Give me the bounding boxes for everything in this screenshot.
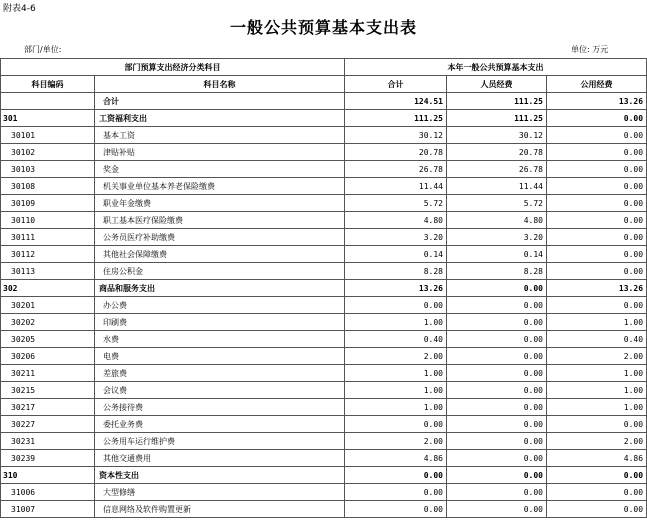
row-total: 30.12 — [345, 127, 447, 144]
row-code: 30215 — [1, 382, 95, 399]
row-code: 30201 — [1, 297, 95, 314]
row-total: 0.00 — [345, 484, 447, 501]
row-personnel: 0.00 — [447, 484, 547, 501]
row-total: 0.40 — [345, 331, 447, 348]
table-row — [1, 467, 647, 484]
row-personnel: 0.00 — [447, 399, 547, 416]
row-name: 住房公积金 — [95, 263, 345, 280]
row-personnel: 0.00 — [447, 467, 547, 484]
row-code: 30112 — [1, 246, 95, 263]
row-public: 13.26 — [547, 93, 647, 110]
row-code: 30239 — [1, 450, 95, 467]
table-row — [1, 433, 647, 450]
row-code: 30111 — [1, 229, 95, 246]
row-name: 电费 — [95, 348, 345, 365]
row-total: 0.00 — [345, 501, 447, 518]
row-public: 0.00 — [547, 416, 647, 433]
row-name: 合计 — [95, 93, 345, 110]
attachment-label: 附表4-6 — [3, 4, 36, 14]
row-name: 办公费 — [95, 297, 345, 314]
row-name: 基本工资 — [95, 127, 345, 144]
row-total: 13.26 — [345, 280, 447, 297]
table-row — [1, 416, 647, 433]
table-row — [1, 314, 647, 331]
header-total: 合计 — [345, 76, 447, 93]
row-code: 310 — [1, 467, 95, 484]
row-personnel: 4.80 — [447, 212, 547, 229]
row-name: 津贴补贴 — [95, 144, 345, 161]
row-code: 30103 — [1, 161, 95, 178]
row-public: 1.00 — [547, 314, 647, 331]
row-code: 30202 — [1, 314, 95, 331]
row-personnel: 0.00 — [447, 348, 547, 365]
row-name: 公务接待费 — [95, 399, 345, 416]
row-personnel: 0.00 — [447, 365, 547, 382]
department-label: 部门/单位: — [24, 45, 62, 54]
row-name: 公务用车运行维护费 — [95, 433, 345, 450]
row-personnel: 3.20 — [447, 229, 547, 246]
row-name: 工资福利支出 — [95, 110, 345, 127]
row-total: 0.14 — [345, 246, 447, 263]
row-code: 30108 — [1, 178, 95, 195]
header-code: 科目编码 — [1, 76, 95, 93]
row-public: 0.00 — [547, 297, 647, 314]
expenditure-table — [0, 58, 647, 518]
table-row — [1, 331, 647, 348]
table-row — [1, 450, 647, 467]
row-public: 4.86 — [547, 450, 647, 467]
row-code: 31007 — [1, 501, 95, 518]
table-row — [1, 144, 647, 161]
table-header-group-row — [1, 59, 647, 76]
row-name: 商品和服务支出 — [95, 280, 345, 297]
row-name: 信息网络及软件购置更新 — [95, 501, 345, 518]
row-total: 26.78 — [345, 161, 447, 178]
row-public: 0.00 — [547, 246, 647, 263]
row-total: 8.28 — [345, 263, 447, 280]
row-personnel: 26.78 — [447, 161, 547, 178]
row-public: 1.00 — [547, 365, 647, 382]
row-personnel: 30.12 — [447, 127, 547, 144]
row-total: 4.80 — [345, 212, 447, 229]
table-header-row — [1, 76, 647, 93]
row-total: 1.00 — [345, 382, 447, 399]
row-personnel: 8.28 — [447, 263, 547, 280]
row-total: 1.00 — [345, 399, 447, 416]
row-code: 30113 — [1, 263, 95, 280]
header-group-right: 本年一般公共预算基本支出 — [345, 59, 647, 76]
row-public: 1.00 — [547, 382, 647, 399]
table-row — [1, 348, 647, 365]
row-total: 111.25 — [345, 110, 447, 127]
row-personnel: 111.25 — [447, 110, 547, 127]
row-personnel: 0.00 — [447, 331, 547, 348]
header-public: 公用经费 — [547, 76, 647, 93]
row-public: 0.00 — [547, 212, 647, 229]
row-total: 4.86 — [345, 450, 447, 467]
row-public: 1.00 — [547, 399, 647, 416]
row-public: 0.00 — [547, 110, 647, 127]
table-row — [1, 178, 647, 195]
row-name: 职业年金缴费 — [95, 195, 345, 212]
row-public: 0.00 — [547, 484, 647, 501]
row-name: 资本性支出 — [95, 467, 345, 484]
row-code: 30206 — [1, 348, 95, 365]
row-total: 124.51 — [345, 93, 447, 110]
row-public: 0.00 — [547, 195, 647, 212]
header-name: 科目名称 — [95, 76, 345, 93]
row-code: 30211 — [1, 365, 95, 382]
table-row — [1, 246, 647, 263]
row-total: 2.00 — [345, 348, 447, 365]
table-row — [1, 161, 647, 178]
row-public: 0.00 — [547, 161, 647, 178]
unit-label: 单位: 万元 — [571, 45, 609, 54]
row-code: 30110 — [1, 212, 95, 229]
row-personnel: 20.78 — [447, 144, 547, 161]
row-personnel: 0.00 — [447, 314, 547, 331]
row-code — [1, 93, 95, 110]
row-public: 2.00 — [547, 433, 647, 450]
row-public: 0.40 — [547, 331, 647, 348]
row-name: 其他交通费用 — [95, 450, 345, 467]
row-public: 0.00 — [547, 501, 647, 518]
row-public: 0.00 — [547, 127, 647, 144]
row-code: 30217 — [1, 399, 95, 416]
row-public: 0.00 — [547, 467, 647, 484]
row-personnel: 0.00 — [447, 280, 547, 297]
table-row — [1, 195, 647, 212]
row-personnel: 5.72 — [447, 195, 547, 212]
row-name: 差旅费 — [95, 365, 345, 382]
table-row — [1, 280, 647, 297]
row-total: 0.00 — [345, 467, 447, 484]
row-public: 0.00 — [547, 178, 647, 195]
table-row — [1, 297, 647, 314]
table-row — [1, 263, 647, 280]
page-title: 一般公共预算基本支出表 — [229, 18, 417, 37]
row-code: 30101 — [1, 127, 95, 144]
header-personnel: 人员经费 — [447, 76, 547, 93]
row-personnel: 0.14 — [447, 246, 547, 263]
row-personnel: 0.00 — [447, 382, 547, 399]
row-personnel: 0.00 — [447, 450, 547, 467]
row-public: 0.00 — [547, 144, 647, 161]
row-total: 2.00 — [345, 433, 447, 450]
row-name: 水费 — [95, 331, 345, 348]
table-row — [1, 127, 647, 144]
header-group-left: 部门预算支出经济分类科目 — [1, 59, 345, 76]
row-code: 30109 — [1, 195, 95, 212]
row-personnel: 0.00 — [447, 416, 547, 433]
row-code: 30227 — [1, 416, 95, 433]
row-total: 0.00 — [345, 416, 447, 433]
table-row — [1, 501, 647, 518]
table-row — [1, 365, 647, 382]
row-total: 3.20 — [345, 229, 447, 246]
row-name: 印刷费 — [95, 314, 345, 331]
table-row — [1, 399, 647, 416]
row-total: 1.00 — [345, 314, 447, 331]
row-public: 0.00 — [547, 229, 647, 246]
row-total: 20.78 — [345, 144, 447, 161]
table-body — [1, 93, 647, 518]
row-public: 2.00 — [547, 348, 647, 365]
table-row — [1, 110, 647, 127]
row-total: 11.44 — [345, 178, 447, 195]
row-total: 0.00 — [345, 297, 447, 314]
row-personnel: 11.44 — [447, 178, 547, 195]
row-total: 1.00 — [345, 365, 447, 382]
table-row — [1, 212, 647, 229]
row-code: 30102 — [1, 144, 95, 161]
row-personnel: 0.00 — [447, 297, 547, 314]
table-row — [1, 382, 647, 399]
row-public: 0.00 — [547, 263, 647, 280]
row-total: 5.72 — [345, 195, 447, 212]
row-personnel: 0.00 — [447, 501, 547, 518]
row-name: 职工基本医疗保险缴费 — [95, 212, 345, 229]
row-code: 31006 — [1, 484, 95, 501]
row-code: 30205 — [1, 331, 95, 348]
row-name: 机关事业单位基本养老保险缴费 — [95, 178, 345, 195]
row-code: 301 — [1, 110, 95, 127]
row-name: 会议费 — [95, 382, 345, 399]
row-name: 公务员医疗补助缴费 — [95, 229, 345, 246]
table-row — [1, 93, 647, 110]
row-personnel: 111.25 — [447, 93, 547, 110]
row-code: 30231 — [1, 433, 95, 450]
row-name: 大型修缮 — [95, 484, 345, 501]
table-row — [1, 229, 647, 246]
row-name: 其他社会保障缴费 — [95, 246, 345, 263]
row-public: 13.26 — [547, 280, 647, 297]
row-name: 奖金 — [95, 161, 345, 178]
row-personnel: 0.00 — [447, 433, 547, 450]
table-row — [1, 484, 647, 501]
row-name: 委托业务费 — [95, 416, 345, 433]
row-code: 302 — [1, 280, 95, 297]
